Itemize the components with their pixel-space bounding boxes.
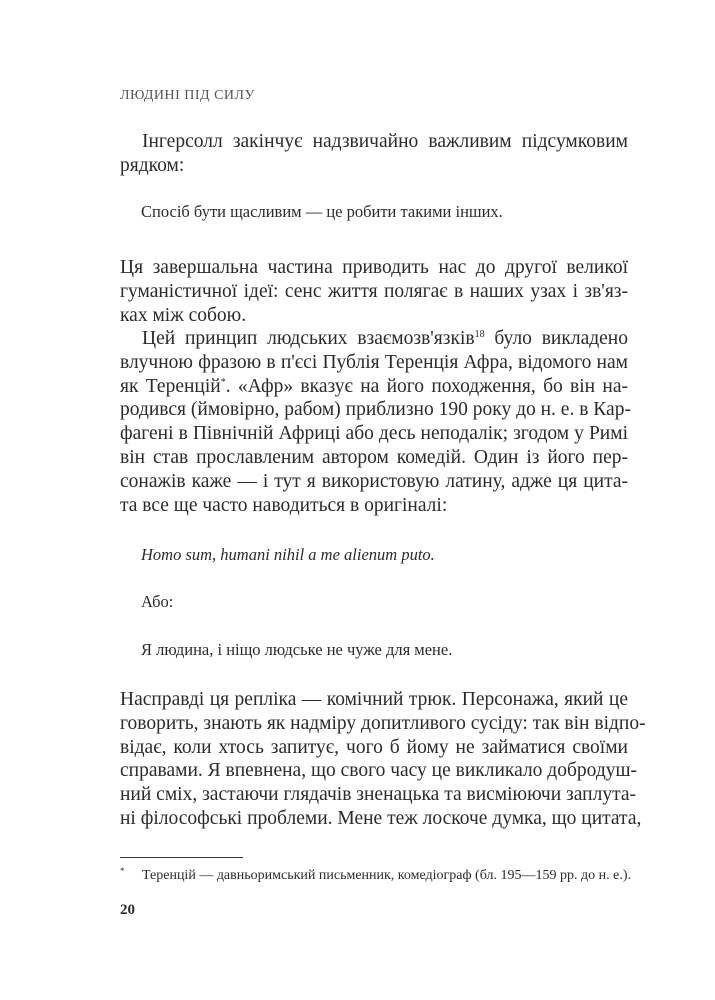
text-run: Цей принцип людських взаємозв'язків <box>142 328 475 349</box>
paragraph-line: ний сміх, застаючи глядачів зненацька та висміюючи заплута- <box>120 784 636 806</box>
paragraph-line: влучною фразою в п'єсі Публія Теренція Афра, відомого нам <box>120 351 628 373</box>
paragraph-line: ках між собою. <box>120 304 247 326</box>
paragraph-line: ні філософські проблеми. Мене теж лоскоче думка, що цитата, <box>120 807 642 829</box>
paragraph-line: родився (ймовірно, рабом) приблизно 190 року до н. е. в Кар- <box>120 399 631 421</box>
footnote-divider <box>120 857 243 858</box>
paragraph-line: фагені в Північній Африці або десь неподалік; згодом у Римі <box>120 423 628 445</box>
paragraph-line: справами. Я впевнена, що свого часу це викликало добродуш- <box>120 760 638 782</box>
paragraph-2 <box>120 256 628 327</box>
paragraph-3 <box>120 327 631 517</box>
footnote-ref-asterisk[interactable]: * <box>220 376 226 388</box>
paragraph-line: Насправді ця репліка — комічний трюк. Персонажа, який це <box>120 689 628 710</box>
paragraph-4 <box>120 688 646 831</box>
paragraph-line: він став прославленим автором комедій. Один із його пер- <box>120 446 628 468</box>
or-label: Або: <box>141 592 174 611</box>
page-number: 20 <box>120 902 135 918</box>
text-run: . «Афр» вказує на його походження, бо він на- <box>225 375 629 397</box>
paragraph-line: Інгерсолл закінчує надзвичайно важливим підсумковим <box>142 131 628 152</box>
running-head: ЛЮДИНІ ПІД СИЛУ <box>120 88 255 103</box>
text-run: як Теренцій <box>120 375 221 397</box>
footnote <box>120 866 640 884</box>
paragraph-line: сонажів каже — і тут я використовую латину, адже ця цита- <box>120 470 628 492</box>
footnote-text: Теренцій — давньоримський письменник, комедіограф (бл. 195—159 рр. до н. е.). <box>142 868 631 883</box>
paragraph-line: гуманістичної ідеї: сенс життя полягає в наших узах і зв'яз- <box>120 280 628 302</box>
paragraph-line: говорить, знають як надміру допитливого сусіду: так він відпо- <box>120 712 646 734</box>
paragraph-line: та все ще часто наводиться в оригіналі: <box>120 494 448 516</box>
quote-block: Спосіб бути щасливим — це робити такими інших. <box>141 202 503 221</box>
paragraph-line <box>120 327 628 351</box>
footnote-marker: * <box>120 866 125 876</box>
latin-quote: Homo sum, humani nihil a me alienum puto. <box>141 545 435 564</box>
translation-quote: Я людина, і ніщо людське не чуже для мене. <box>141 640 453 659</box>
paragraph-line: відає, коли хтось запитує, чого б йому не займатися своїми <box>120 736 628 758</box>
text-run: було викладено <box>484 328 628 349</box>
endnote-ref-18[interactable]: 18 <box>474 329 485 340</box>
paragraph-line: рядком: <box>120 154 185 176</box>
paragraph-line <box>120 375 628 399</box>
paragraph-line: Ця завершальна частина приводить нас до другої великої <box>120 257 628 278</box>
paragraph-1 <box>120 130 628 178</box>
